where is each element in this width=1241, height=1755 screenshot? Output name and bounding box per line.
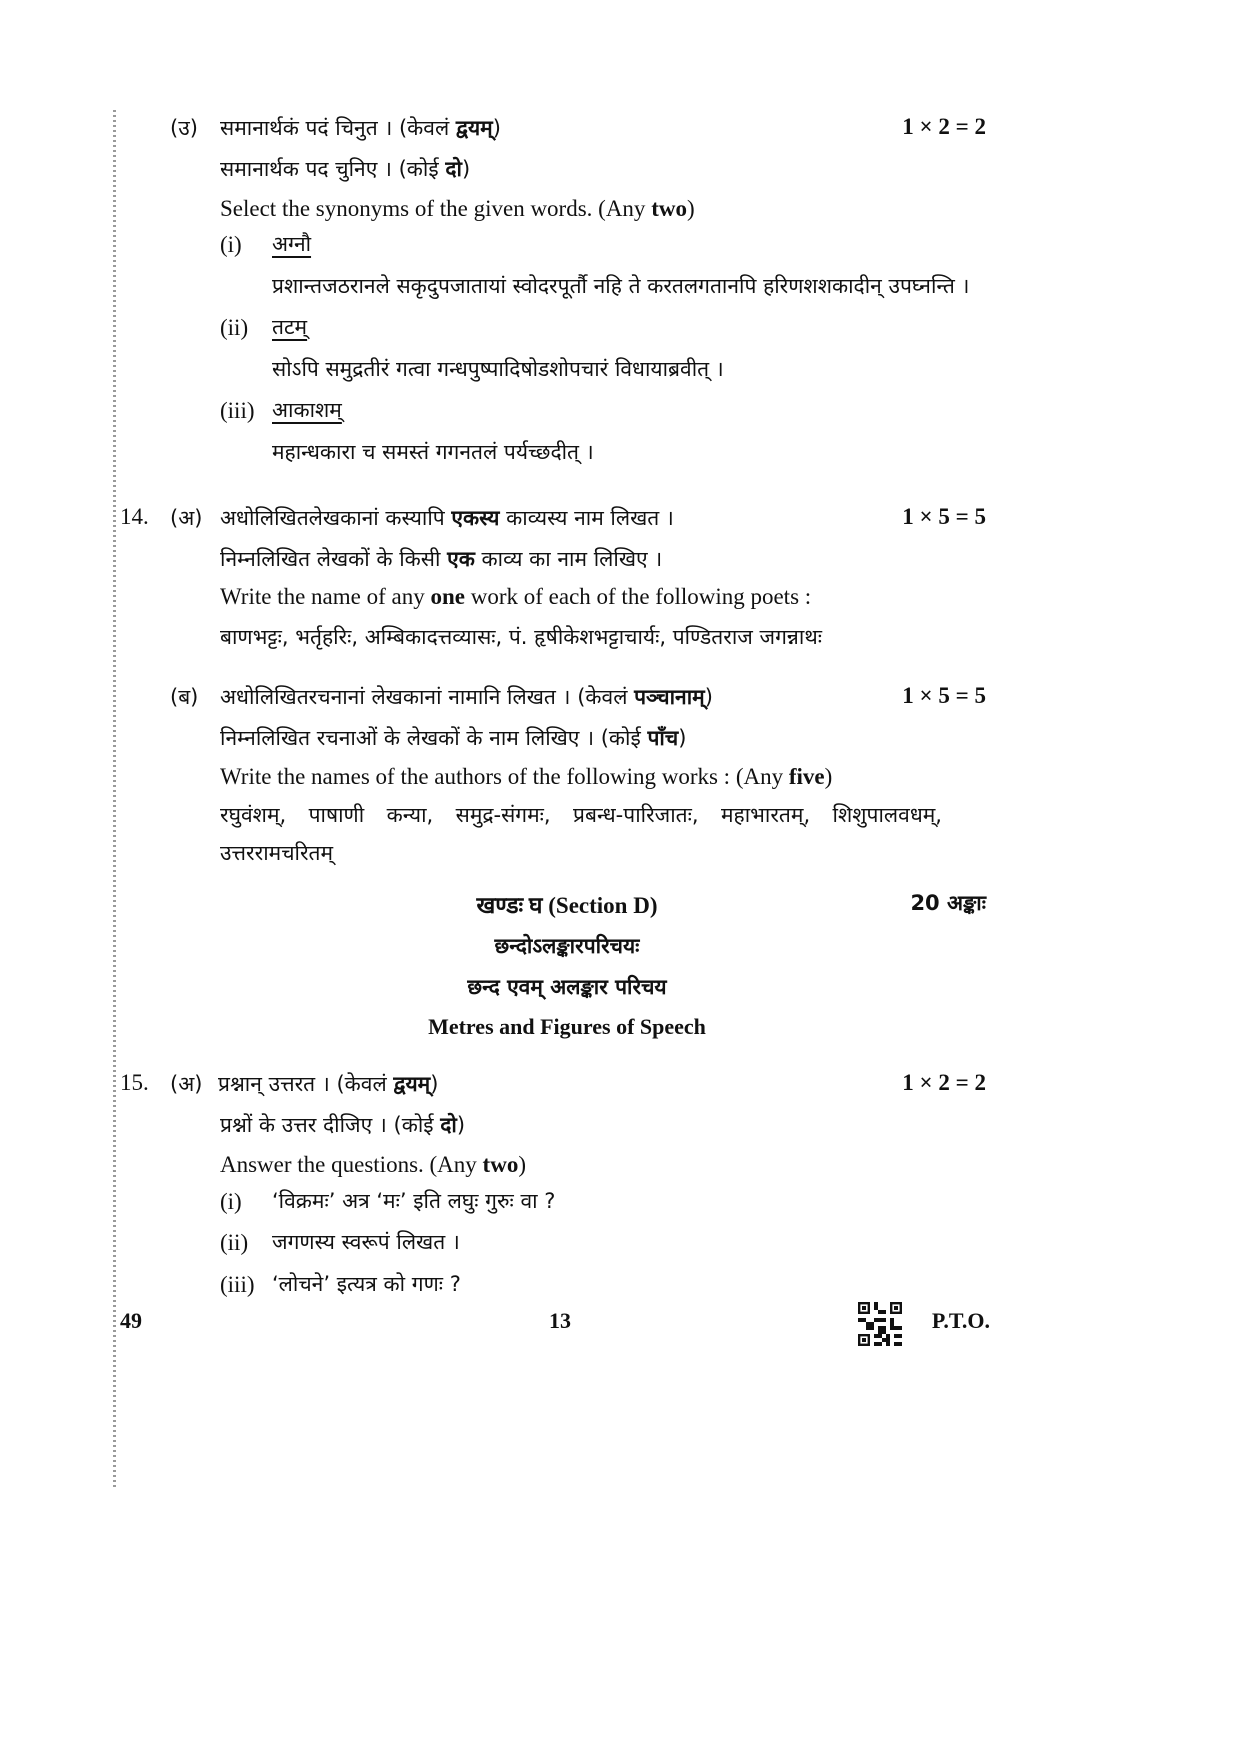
work-item: शिशुपालवधम्, xyxy=(832,803,942,827)
q15-item-text: जगणस्य स्वरूपं लिखत । xyxy=(272,1230,460,1254)
q14a-english-instruction: Write the name of any one work of each of the following poets : xyxy=(220,584,812,609)
q14b-sanskrit-instruction: अधोलिखितरचनानां लेखकानां नामानि लिखत । (केवलं पञ्चानाम्) xyxy=(220,685,713,709)
q15a-sanskrit-instruction: प्रश्नान् उत्तरत । (केवलं द्वयम्) xyxy=(218,1072,439,1096)
q15a-hindi-instruction: प्रश्नों के उत्तर दीजिए । (कोई दो) xyxy=(220,1113,466,1137)
margin-code-strip xyxy=(113,110,116,1490)
section-d-hindi-subtitle: छन्द एवम् अलङ्कार परिचय xyxy=(467,975,667,999)
q14-number: 14. xyxy=(120,504,149,529)
q13c-item-word: आकाशम् xyxy=(272,398,342,422)
q15-item-number: (ii) xyxy=(220,1230,249,1255)
q13c-english-instruction: Select the synonyms of the given words. (Any two) xyxy=(220,196,695,221)
q15a-marks: 1 × 2 = 2 xyxy=(902,1070,986,1095)
section-d-sanskrit-subtitle: छन्दोऽलङ्कारपरिचयः xyxy=(494,934,640,958)
q14b-hindi-instruction: निम्नलिखित रचनाओं के लेखकों के नाम लिखिए । (कोई पाँच) xyxy=(220,726,687,750)
work-item: रघुवंशम्, xyxy=(220,803,287,827)
q14b-english-instruction: Write the names of the authors of the following works : (Any five) xyxy=(220,764,833,789)
work-item: समुद्र-संगमः, xyxy=(455,803,551,827)
q13c-item-sentence: प्रशान्तजठरानले सकृदुपजातायां स्वोदरपूर्तौ नहि ते करतलगतानपि हरिणशशकादीन् उपघ्नन्ति । xyxy=(272,274,970,298)
work-item: प्रबन्ध-पारिजातः, xyxy=(573,803,699,827)
q13c-item-word: अग्नौ xyxy=(272,232,312,256)
q13c-item-sentence: सोऽपि समुद्रतीरं गत्वा गन्धपुष्पादिषोडशोपचारं विधायाब्रवीत् । xyxy=(272,357,724,381)
q13c-marks: 1 × 2 = 2 xyxy=(902,114,986,139)
q13c-hindi-instruction: समानार्थक पद चुनिए । (कोई दो) xyxy=(220,157,471,181)
q15a-label: (अ) xyxy=(170,1072,203,1096)
q15-item-number: (iii) xyxy=(220,1272,255,1297)
work-item: कन्या, xyxy=(386,803,434,827)
q15-number: 15. xyxy=(120,1070,149,1095)
q15a-english-instruction: Answer the questions. (Any two) xyxy=(220,1152,526,1177)
q14a-marks: 1 × 5 = 5 xyxy=(902,504,986,529)
section-d-marks: 20 अङ्काः xyxy=(910,891,986,915)
q13c-item-number: (i) xyxy=(220,232,242,257)
section-d-english-subtitle: Metres and Figures of Speech xyxy=(428,1014,706,1039)
q14a-hindi-instruction: निम्नलिखित लेखकों के किसी एक काव्य का नाम लिखिए । xyxy=(220,547,663,571)
section-d-title: खण्डः घ (Section D) xyxy=(476,893,658,918)
footer-pto: P.T.O. xyxy=(931,1308,990,1333)
work-item: महाभारतम्, xyxy=(720,803,811,827)
q14b-label: (ब) xyxy=(170,685,199,709)
q13c-item-word: तटम् xyxy=(272,315,308,339)
q15-item-text: ‘विक्रमः’ अत्र ‘मः’ इति लघुः गुरुः वा ? xyxy=(272,1189,556,1213)
q13c-label: (उ) xyxy=(170,116,198,140)
q13c-item-sentence: महान्धकारा च समस्तं गगनतलं पर्यच्छदीत् । xyxy=(272,440,594,464)
footer-paper-code: 49 xyxy=(120,1308,142,1333)
work-item: पाषाणी xyxy=(308,803,365,827)
q14a-poets-list: बाणभट्टः, भर्तृहरिः, अम्बिकादत्तव्यासः, पं. हृषीकेशभट्टाचार्यः, पण्डितराज जगन्नाथः xyxy=(220,625,822,649)
q14a-sanskrit-instruction: अधोलिखितलेखकानां कस्यापि एकस्य काव्यस्य नाम लिखत । xyxy=(220,506,674,530)
q14b-works-last: उत्तररामचरितम् xyxy=(220,841,334,865)
q13c-item-number: (ii) xyxy=(220,315,249,340)
footer-page-number: 13 xyxy=(549,1308,571,1333)
q15-item-number: (i) xyxy=(220,1189,242,1214)
q14a-label: (अ) xyxy=(170,506,203,530)
q15-item-text: ‘लोचने’ इत्यत्र को गणः ? xyxy=(272,1272,461,1296)
q13c-item-number: (iii) xyxy=(220,398,255,423)
qr-code-icon xyxy=(858,1302,902,1346)
q14b-marks: 1 × 5 = 5 xyxy=(902,683,986,708)
q14b-works-list xyxy=(220,801,942,829)
q13c-sanskrit-instruction: समानार्थकं पदं चिनुत । (केवलं द्वयम्) xyxy=(220,116,501,140)
